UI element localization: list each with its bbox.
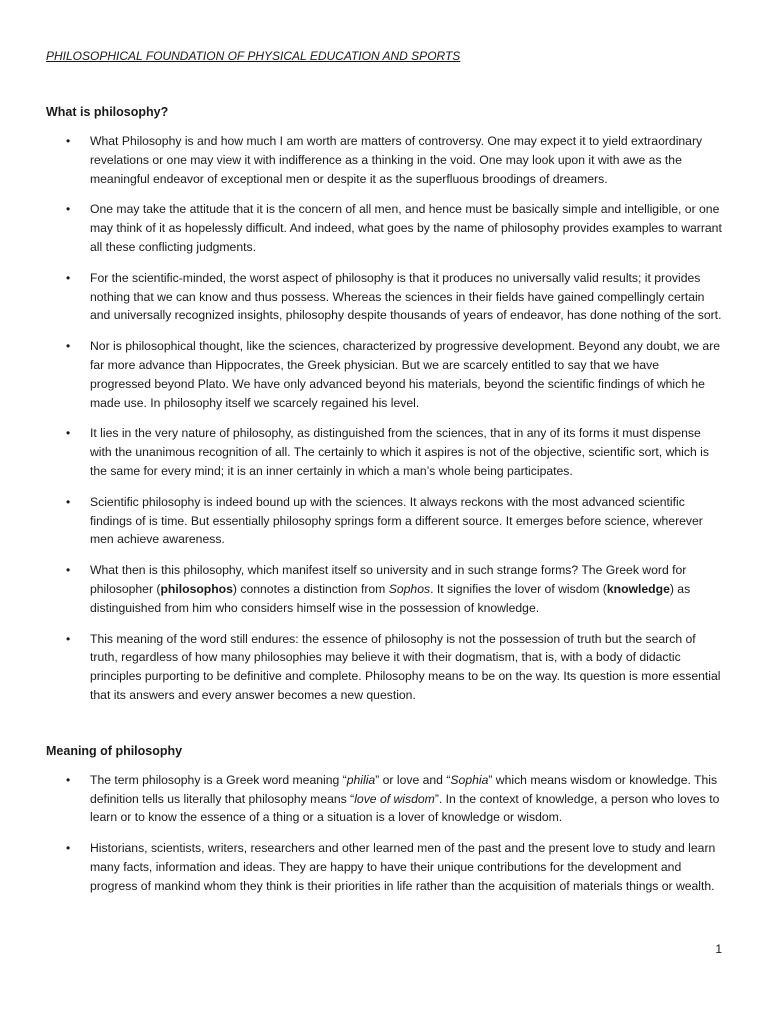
text-run: What then is this philosophy, which manifest itself so university and in such strange forms? The Greek word for philosopher ( — [90, 563, 687, 596]
italic-term-sophia: Sophia — [450, 772, 489, 787]
bullet-paragraph — [46, 771, 722, 827]
page-number: 1 — [715, 942, 722, 956]
section-heading-what-is-philosophy: What is philosophy? — [46, 105, 169, 119]
bullet-list-meaning-of-philosophy — [46, 771, 722, 896]
bullet-paragraph: • Scientific philosophy is indeed bound up with the sciences. It always reckons with the most advanced scientific findings of is time. But essentially philosophy springs form a different source. It emerges before science, wherever men achieve awareness. — [46, 493, 722, 549]
bullet-paragraph: • It lies in the very nature of philosophy, as distinguished from the sciences, that in any of its forms it must dispense with the unanimous recognition of all. The certainly to which it aspires is not of the objective, scientific sort, which is the same for every mind; it is an inner certainly in which a man’s whole being participates. — [46, 424, 722, 480]
bullet-paragraph: • Historians, scientists, writers, researchers and other learned men of the past and the present love to study and learn many facts, information and ideas. They are happy to have their unique contributions for the development and progress of mankind whom they think is their priorities in life rather than the acquisition of materials things or wealth. — [46, 839, 722, 895]
bullet-list-what-is-philosophy — [46, 132, 722, 705]
section-heading-meaning-of-philosophy: Meaning of philosophy — [46, 743, 183, 758]
text-run: ) as distinguished from him who considers himself wise in the possession of knowledge. — [90, 581, 691, 615]
bullet-paragraph: • One may take the attitude that it is the concern of all men, and hence must be basically simple and intelligible, or one may think of it as hopelessly difficult. And indeed, what goes by the name of philosophy provides examples to warrant all these conflicting judgments. — [46, 200, 722, 256]
text-run: ” which means wisdom or knowledge. This definition tells us literally that philosophy means “ — [90, 772, 718, 806]
bold-term-knowledge: knowledge — [606, 581, 670, 596]
bullet-paragraph: • This meaning of the word still endures: the essence of philosophy is not the possession of truth but the search of truth, regardless of how many philosophies may believe it with their dogmatism, that is, with a body of didactic principles purporting to be definitive and complete. Philosophy means to be on the way. Its question is more essential that its answers and every answer becomes a new question. — [46, 630, 722, 705]
bullet-paragraph: • What Philosophy is and how much I am worth are matters of controversy. One may expect it to yield extraordinary revelations or one may view it with indifference as a thinking in the void. One may look upon it with awe as the meaningful endeavor of exceptional men or despite it as the superfluous broodings of dreamers. — [46, 132, 722, 188]
bullet-paragraph — [46, 561, 722, 617]
text-run: The term philosophy is a Greek word meaning “ — [90, 772, 347, 787]
italic-term-sophos: Sophos — [388, 581, 431, 596]
text-run: ) connotes a distinction from — [232, 581, 389, 596]
text-run: ” or love and “ — [375, 772, 451, 787]
italic-term-philia: philia — [346, 772, 376, 787]
text-run: ”. In the context of knowledge, a person who loves to learn or to know the essence of a thing or a situation is a lover of knowledge or wisdom. — [90, 791, 720, 825]
bullet-paragraph: • For the scientific-minded, the worst aspect of philosophy is that it produces no universally valid results; it provides nothing that we can know and thus possess. Whereas the sciences in their fields have gained compellingly certain and universally recognized insights, philosophy despite thousands of years of endeavor, has done nothing of the sort. — [46, 269, 722, 325]
bold-term-philosophos: philosophos — [160, 581, 233, 596]
italic-term-love-of-wisdom: love of wisdom — [354, 791, 435, 806]
bullet-paragraph: • Nor is philosophical thought, like the sciences, characterized by progressive development. Beyond any doubt, we are far more advance than Hippocrates, the Greek physician. But we are scarcely entitled to say that we have progressed beyond Plato. We have only advanced beyond his materials, beyond the scientific findings of which he made use. In philosophy itself we scarcely regained his level. — [46, 337, 722, 412]
text-run: . It signifies the lover of wisdom ( — [430, 581, 607, 596]
document-title: PHILOSOPHICAL FOUNDATION OF PHYSICAL EDUCATION AND SPORTS — [46, 49, 461, 63]
